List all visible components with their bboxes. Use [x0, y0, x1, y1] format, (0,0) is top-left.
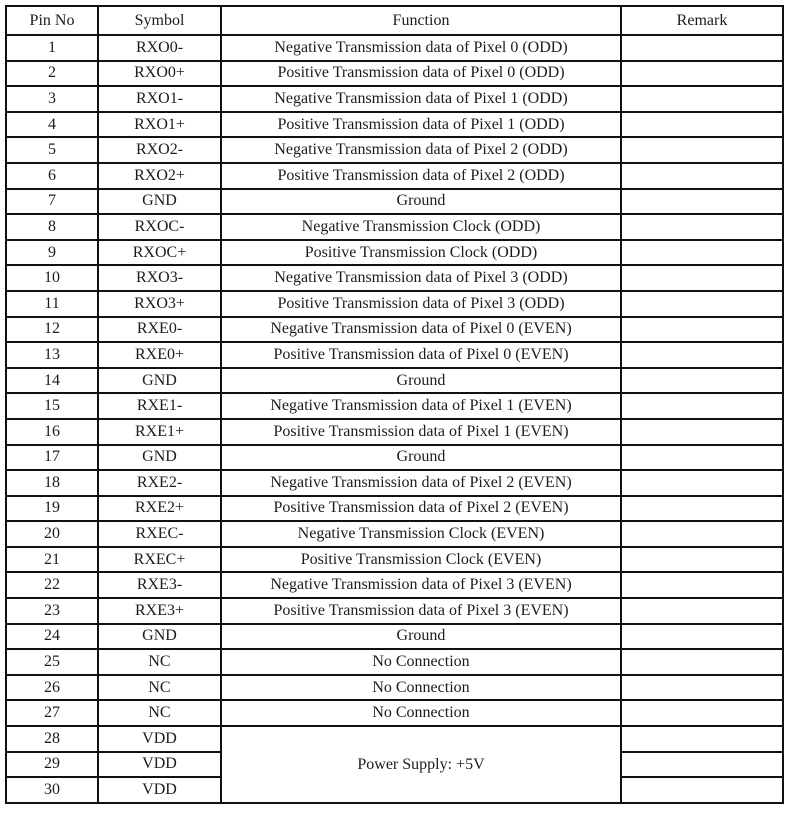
table-row [6, 137, 783, 163]
symbol-cell: RXOC- [98, 214, 221, 240]
symbol-cell: VDD [98, 752, 221, 778]
symbol-cell: RXE1- [98, 393, 221, 419]
remark-cell [621, 86, 783, 112]
pin-cell: 10 [6, 265, 98, 291]
symbol-cell: GND [98, 368, 221, 394]
symbol-cell: RXE1+ [98, 419, 221, 445]
pin-cell: 29 [6, 752, 98, 778]
function-cell: Negative Transmission data of Pixel 0 (ODD) [221, 35, 621, 61]
function-cell: No Connection [221, 649, 621, 675]
function-cell: Positive Transmission Clock (EVEN) [221, 547, 621, 573]
remark-cell [621, 35, 783, 61]
remark-cell [621, 214, 783, 240]
function-cell: Ground [221, 189, 621, 215]
table-row [6, 35, 783, 61]
table-row [6, 624, 783, 650]
pin-cell: 7 [6, 189, 98, 215]
table-row [6, 547, 783, 573]
symbol-cell: RXE3- [98, 572, 221, 598]
function-cell: Power Supply: +5V [221, 726, 621, 803]
remark-cell [621, 189, 783, 215]
table-row [6, 317, 783, 343]
symbol-cell: GND [98, 445, 221, 471]
header-function: Function [221, 6, 621, 35]
table-row [6, 521, 783, 547]
pin-cell: 16 [6, 419, 98, 445]
function-cell: Ground [221, 445, 621, 471]
symbol-cell: RXOC+ [98, 240, 221, 266]
function-cell: Ground [221, 624, 621, 650]
pin-cell: 21 [6, 547, 98, 573]
header-symbol: Symbol [98, 6, 221, 35]
symbol-cell: NC [98, 675, 221, 701]
pin-cell: 30 [6, 777, 98, 803]
remark-cell [621, 777, 783, 803]
function-cell: Negative Transmission data of Pixel 3 (ODD) [221, 265, 621, 291]
function-cell: Negative Transmission data of Pixel 0 (EVEN) [221, 317, 621, 343]
symbol-cell: RXO2+ [98, 163, 221, 189]
remark-cell [621, 624, 783, 650]
function-cell: Negative Transmission data of Pixel 1 (EVEN) [221, 393, 621, 419]
remark-cell [621, 61, 783, 87]
table-row [6, 419, 783, 445]
remark-cell [621, 675, 783, 701]
pin-cell: 9 [6, 240, 98, 266]
pin-cell: 23 [6, 598, 98, 624]
symbol-cell: VDD [98, 777, 221, 803]
function-cell: Positive Transmission data of Pixel 1 (EVEN) [221, 419, 621, 445]
function-cell: Positive Transmission data of Pixel 3 (EVEN) [221, 598, 621, 624]
table-body [6, 35, 783, 803]
pin-cell: 4 [6, 112, 98, 138]
remark-cell [621, 521, 783, 547]
remark-cell [621, 598, 783, 624]
function-cell: Positive Transmission data of Pixel 0 (ODD) [221, 61, 621, 87]
table-row [6, 240, 783, 266]
symbol-cell: NC [98, 700, 221, 726]
remark-cell [621, 419, 783, 445]
remark-cell [621, 470, 783, 496]
remark-cell [621, 649, 783, 675]
pin-cell: 18 [6, 470, 98, 496]
symbol-cell: RXO0- [98, 35, 221, 61]
remark-cell [621, 240, 783, 266]
pin-cell: 26 [6, 675, 98, 701]
remark-cell [621, 700, 783, 726]
symbol-cell: RXO3- [98, 265, 221, 291]
table-row [6, 61, 783, 87]
remark-cell [621, 137, 783, 163]
symbol-cell: VDD [98, 726, 221, 752]
symbol-cell: RXEC+ [98, 547, 221, 573]
function-cell: Negative Transmission Clock (ODD) [221, 214, 621, 240]
symbol-cell: GND [98, 189, 221, 215]
symbol-cell: RXE2- [98, 470, 221, 496]
table-row [6, 393, 783, 419]
remark-cell [621, 547, 783, 573]
table-row [6, 572, 783, 598]
pin-cell: 28 [6, 726, 98, 752]
header-row [6, 6, 783, 35]
pin-cell: 13 [6, 342, 98, 368]
symbol-cell: RXE3+ [98, 598, 221, 624]
table-row [6, 214, 783, 240]
table-header [6, 6, 783, 35]
remark-cell [621, 393, 783, 419]
function-cell: Positive Transmission data of Pixel 2 (ODD) [221, 163, 621, 189]
function-cell: Positive Transmission data of Pixel 3 (ODD) [221, 291, 621, 317]
symbol-cell: RXO3+ [98, 291, 221, 317]
pin-cell: 20 [6, 521, 98, 547]
table-row [6, 675, 783, 701]
symbol-cell: RXO1+ [98, 112, 221, 138]
function-cell: Positive Transmission data of Pixel 0 (EVEN) [221, 342, 621, 368]
remark-cell [621, 726, 783, 752]
remark-cell [621, 112, 783, 138]
header-pin-no: Pin No [6, 6, 98, 35]
pin-cell: 12 [6, 317, 98, 343]
function-cell: No Connection [221, 700, 621, 726]
function-cell: Negative Transmission data of Pixel 1 (ODD) [221, 86, 621, 112]
pin-cell: 3 [6, 86, 98, 112]
table-row [6, 700, 783, 726]
remark-cell [621, 163, 783, 189]
symbol-cell: RXO2- [98, 137, 221, 163]
table-row [6, 445, 783, 471]
symbol-cell: RXO0+ [98, 61, 221, 87]
pin-cell: 24 [6, 624, 98, 650]
remark-cell [621, 368, 783, 394]
table-row [6, 496, 783, 522]
header-remark: Remark [621, 6, 783, 35]
table-row [6, 649, 783, 675]
pin-cell: 27 [6, 700, 98, 726]
pin-assignment-table [5, 5, 784, 804]
pin-cell: 15 [6, 393, 98, 419]
pin-cell: 17 [6, 445, 98, 471]
table-row [6, 368, 783, 394]
remark-cell [621, 291, 783, 317]
remark-cell [621, 265, 783, 291]
table-row [6, 291, 783, 317]
remark-cell [621, 317, 783, 343]
function-cell: Positive Transmission data of Pixel 2 (EVEN) [221, 496, 621, 522]
pin-cell: 25 [6, 649, 98, 675]
table-row [6, 86, 783, 112]
symbol-cell: NC [98, 649, 221, 675]
pin-cell: 11 [6, 291, 98, 317]
pin-cell: 2 [6, 61, 98, 87]
function-cell: No Connection [221, 675, 621, 701]
symbol-cell: RXE2+ [98, 496, 221, 522]
table-row [6, 265, 783, 291]
pin-cell: 22 [6, 572, 98, 598]
function-cell: Positive Transmission data of Pixel 1 (ODD) [221, 112, 621, 138]
remark-cell [621, 752, 783, 778]
pin-cell: 8 [6, 214, 98, 240]
table-row [6, 470, 783, 496]
remark-cell [621, 572, 783, 598]
pin-cell: 14 [6, 368, 98, 394]
table-row [6, 112, 783, 138]
function-cell: Negative Transmission Clock (EVEN) [221, 521, 621, 547]
pin-cell: 19 [6, 496, 98, 522]
function-cell: Ground [221, 368, 621, 394]
pin-cell: 1 [6, 35, 98, 61]
remark-cell [621, 496, 783, 522]
table-row [6, 726, 783, 752]
remark-cell [621, 445, 783, 471]
pin-cell: 6 [6, 163, 98, 189]
table-row [6, 598, 783, 624]
function-cell: Negative Transmission data of Pixel 2 (ODD) [221, 137, 621, 163]
symbol-cell: RXE0+ [98, 342, 221, 368]
table-row [6, 163, 783, 189]
table-row [6, 342, 783, 368]
symbol-cell: RXO1- [98, 86, 221, 112]
symbol-cell: RXEC- [98, 521, 221, 547]
function-cell: Negative Transmission data of Pixel 2 (EVEN) [221, 470, 621, 496]
table-row [6, 189, 783, 215]
symbol-cell: GND [98, 624, 221, 650]
function-cell: Positive Transmission Clock (ODD) [221, 240, 621, 266]
symbol-cell: RXE0- [98, 317, 221, 343]
remark-cell [621, 342, 783, 368]
function-cell: Negative Transmission data of Pixel 3 (EVEN) [221, 572, 621, 598]
pin-cell: 5 [6, 137, 98, 163]
